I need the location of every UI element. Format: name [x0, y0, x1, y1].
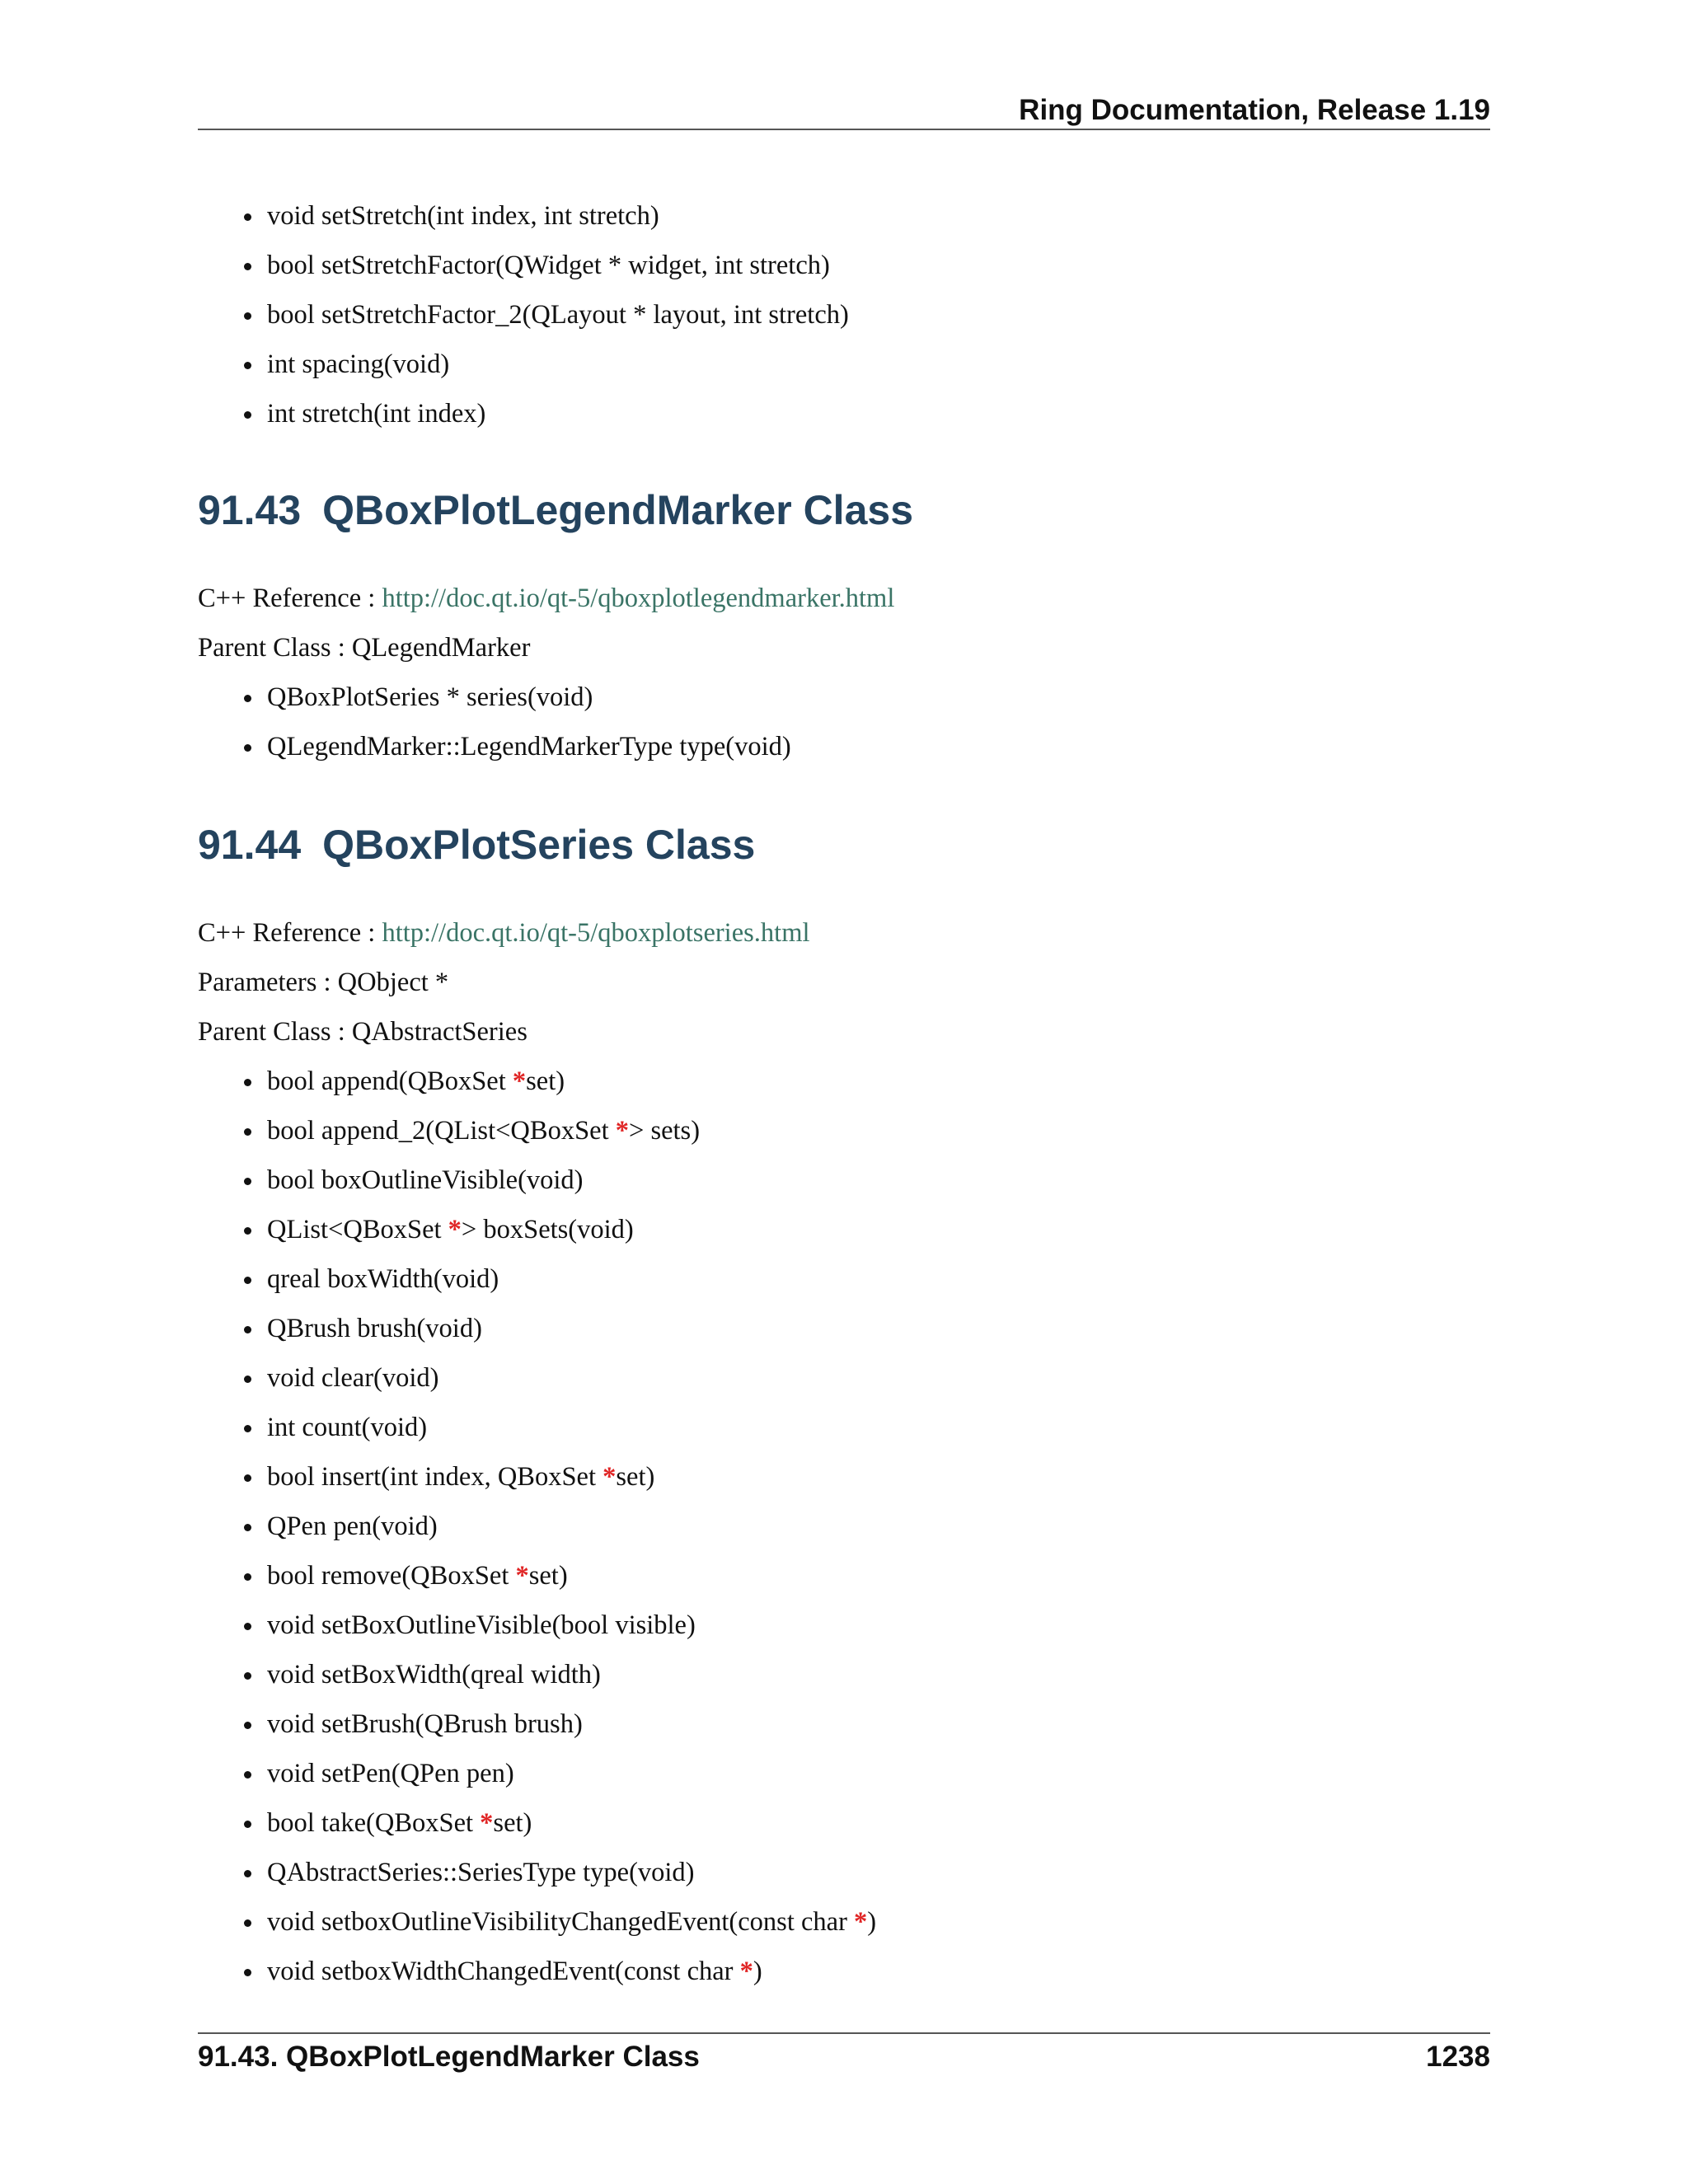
parent-class-label: Parent Class :	[198, 633, 345, 663]
list-item	[244, 1897, 876, 1947]
section-title: QBoxPlotSeries Class	[322, 822, 756, 868]
list-item: QLegendMarker::LegendMarkerType type(void)	[244, 722, 791, 771]
method-text: bool remove(QBoxSet	[267, 1561, 516, 1591]
page-header	[198, 89, 1490, 130]
method-text: bool take(QBoxSet	[267, 1808, 481, 1838]
cpp-reference	[198, 582, 894, 615]
method-text: > sets)	[629, 1116, 701, 1146]
parent-class-label: Parent Class :	[198, 1017, 345, 1047]
pointer-asterisk: *	[615, 1116, 629, 1146]
parent-class	[198, 631, 530, 664]
method-text: set)	[493, 1808, 532, 1838]
parameters	[198, 966, 448, 999]
method-text: set)	[616, 1462, 655, 1492]
list-item	[244, 1551, 876, 1601]
list-item: int spacing(void)	[244, 340, 849, 389]
qboxplotseries-method-list	[244, 1057, 876, 1996]
section-title: QBoxPlotLegendMarker Class	[322, 487, 913, 533]
document-title: Ring Documentation, Release 1.19	[1019, 94, 1490, 126]
list-item	[244, 1798, 876, 1848]
cpp-reference-label: C++ Reference :	[198, 918, 376, 948]
parameters-value: QObject *	[337, 968, 449, 997]
list-item: QBoxPlotSeries * series(void)	[244, 673, 791, 722]
list-item	[244, 1947, 876, 1996]
list-item	[244, 1452, 876, 1502]
method-text: bool insert(int index, QBoxSet	[267, 1462, 603, 1492]
method-text: void setBoxOutlineVisible(bool visible)	[267, 1610, 696, 1640]
method-text: set)	[528, 1561, 568, 1591]
list-item	[244, 1155, 876, 1205]
list-item: bool setStretchFactor_2(QLayout * layout, int stretch)	[244, 290, 849, 340]
pointer-asterisk: *	[515, 1561, 529, 1591]
cpp-reference-link[interactable]: http://doc.qt.io/qt-5/qboxplotseries.html	[382, 918, 810, 948]
method-text: QList<QBoxSet	[267, 1215, 448, 1244]
method-text: void clear(void)	[267, 1363, 439, 1393]
method-text: )	[753, 1957, 762, 1986]
list-item	[244, 1699, 876, 1749]
cpp-reference-label: C++ Reference :	[198, 583, 376, 613]
section-heading-qboxplotseries	[198, 821, 755, 869]
pointer-asterisk: *	[480, 1808, 494, 1838]
method-text: void setBoxWidth(qreal width)	[267, 1660, 601, 1690]
parent-class	[198, 1015, 528, 1048]
pointer-asterisk: *	[448, 1215, 462, 1244]
method-text: bool append_2(QList<QBoxSet	[267, 1116, 616, 1146]
section-number: 91.43	[198, 487, 302, 533]
pointer-asterisk: *	[603, 1462, 617, 1492]
list-item	[244, 1353, 876, 1403]
list-item	[244, 1601, 876, 1650]
list-item	[244, 1106, 876, 1155]
list-item	[244, 1057, 876, 1106]
parent-class-value: QAbstractSeries	[351, 1017, 528, 1047]
footer-section-ref: 91.43. QBoxPlotLegendMarker Class	[198, 2041, 700, 2073]
parameters-label: Parameters :	[198, 968, 331, 997]
list-item	[244, 1502, 876, 1551]
method-text: QAbstractSeries::SeriesType type(void)	[267, 1858, 695, 1887]
list-item	[244, 1848, 876, 1897]
method-text: qreal boxWidth(void)	[267, 1264, 499, 1294]
parent-class-value: QLegendMarker	[351, 633, 531, 663]
method-text: void setPen(QPen pen)	[267, 1759, 514, 1788]
method-text: > boxSets(void)	[461, 1215, 634, 1244]
method-text: void setboxOutlineVisibilityChangedEvent(const char	[267, 1907, 855, 1937]
method-text: QPen pen(void)	[267, 1511, 438, 1541]
section-number: 91.44	[198, 822, 302, 868]
list-item	[244, 1749, 876, 1798]
method-text: void setboxWidthChangedEvent(const char	[267, 1957, 740, 1986]
pointer-asterisk: *	[854, 1907, 868, 1937]
method-text: QBrush brush(void)	[267, 1314, 482, 1343]
list-item	[244, 1304, 876, 1353]
list-item	[244, 1254, 876, 1304]
list-item: bool setStretchFactor(QWidget * widget, int stretch)	[244, 241, 849, 290]
list-item: int stretch(int index)	[244, 389, 849, 438]
method-text: )	[867, 1907, 877, 1937]
list-item: void setStretch(int index, int stretch)	[244, 191, 849, 241]
method-text: set)	[526, 1066, 565, 1096]
cpp-reference-link[interactable]: http://doc.qt.io/qt-5/qboxplotlegendmarker.html	[382, 583, 895, 613]
list-item	[244, 1650, 876, 1699]
method-text: int count(void)	[267, 1413, 428, 1442]
pointer-asterisk: *	[512, 1066, 527, 1096]
prev-section-method-list	[244, 191, 849, 438]
method-text: bool boxOutlineVisible(void)	[267, 1165, 584, 1195]
method-text: void setBrush(QBrush brush)	[267, 1709, 583, 1739]
list-item	[244, 1205, 876, 1254]
qboxplotlegendmarker-method-list	[244, 673, 791, 771]
pointer-asterisk: *	[739, 1957, 753, 1986]
page-footer	[198, 2032, 1490, 2073]
list-item	[244, 1403, 876, 1452]
method-text: bool append(QBoxSet	[267, 1066, 513, 1096]
cpp-reference	[198, 916, 810, 949]
section-heading-qboxplotlegendmarker	[198, 486, 913, 534]
page-number: 1238	[1426, 2041, 1490, 2073]
